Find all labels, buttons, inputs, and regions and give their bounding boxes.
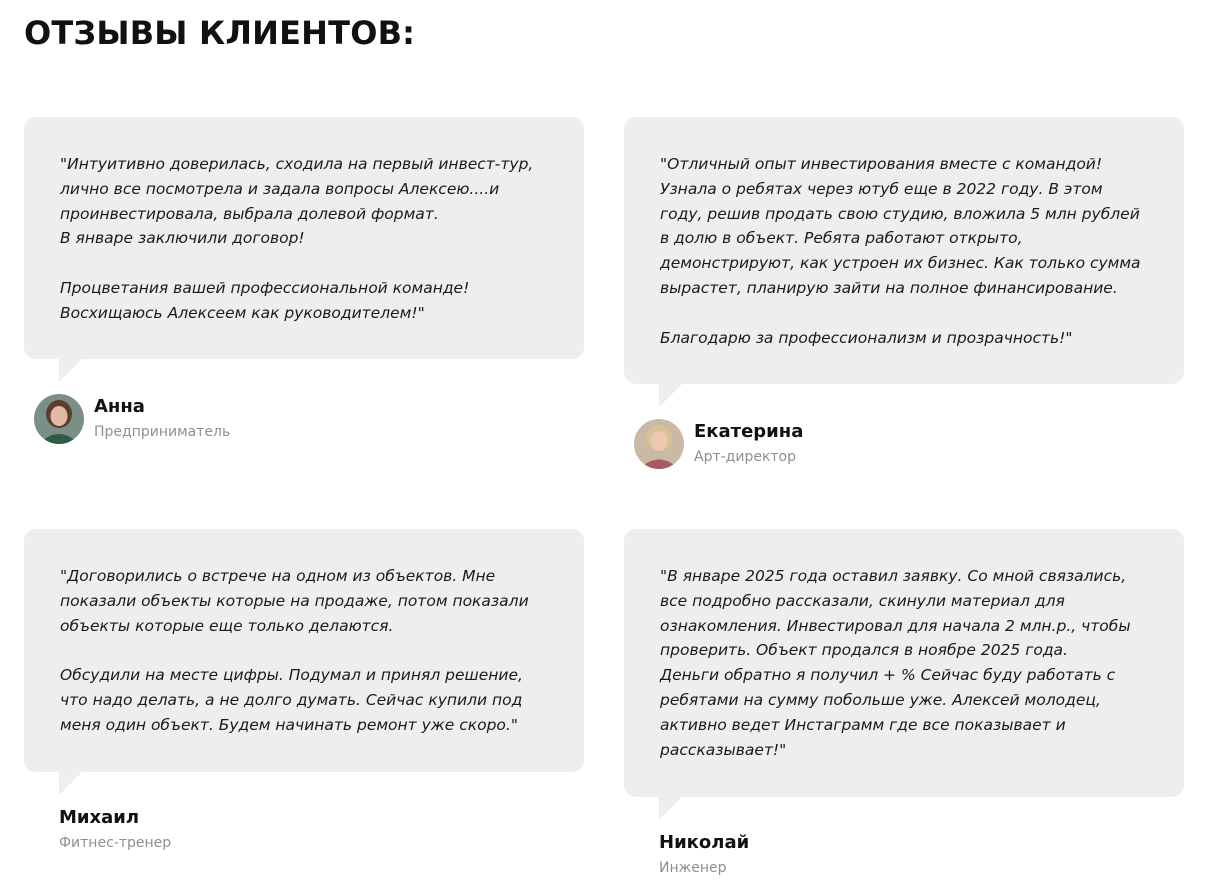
review-card <box>24 529 584 855</box>
page-title: ОТЗЫВЫ КЛИЕНТОВ: <box>24 14 416 52</box>
avatar <box>634 419 684 469</box>
review-bubble <box>624 117 1184 384</box>
review-author <box>24 805 584 855</box>
review-card <box>624 529 1184 880</box>
bubble-tail <box>59 772 82 795</box>
author-role: Фитнес-тренер <box>59 835 172 851</box>
author-role: Предприниматель <box>94 424 231 440</box>
review-text: "Интуитивно доверилась, сходила на первый инвест-тур, лично все посмотрела и задала вопросы Алексею....и проинвестировала, выбрала долевой формат. В январе заключили договор! Процветания вашей профессиональной команде! Восхищаюсь Алексеем как руководителем!" <box>60 155 534 322</box>
author-name: Николай <box>659 832 750 853</box>
avatar-ekaterina-icon <box>634 419 684 469</box>
review-author <box>24 394 584 444</box>
author-name: Анна <box>94 396 145 417</box>
avatar-anna-icon <box>34 394 84 444</box>
review-card <box>24 117 584 444</box>
review-text: "В январе 2025 года оставил заявку. Со мной связались, все подробно рассказали, скинули материал для ознакомления. Инвестировал для начала 2 млн.р., чтобы проверить. Объект продался в ноябре 2025 года. Деньги обратно я получил + % Сейчас буду работать с ребятами на сумму побольше уже. Алексей молодец, активно ведет Инстаграмм где все показывает и рассказывает!" <box>660 567 1131 759</box>
review-bubble <box>624 529 1184 797</box>
review-bubble <box>24 117 584 359</box>
review-card <box>624 117 1184 469</box>
avatar <box>34 394 84 444</box>
author-role: Арт-директор <box>694 449 797 465</box>
author-name: Михаил <box>59 807 140 828</box>
review-bubble <box>24 529 584 772</box>
bubble-tail <box>659 797 682 820</box>
review-text: "Договорились о встрече на одном из объектов. Мне показали объекты которые на продаже, потом показали объекты которые еще только делаются. Обсудили на месте цифры. Подумал и принял решение, что надо делать, а не долго думать. Сейчас купили под меня один объект. Будем начинать ремонт уже скоро." <box>60 567 529 734</box>
bubble-tail <box>659 384 682 407</box>
review-text: "Отличный опыт инвестирования вместе с командой! Узнала о ребятах через ютуб еще в 2022 году. В этом году, решив продать свою студию, вложила 5 млн рублей в долю в объект. Ребята работают открыто, демонстрируют, как устроен их бизнес. Как только сумма вырастет, планирую зайти на полное финансирование. Благодарю за профессионализм и прозрачность!" <box>660 155 1141 347</box>
bubble-tail <box>59 359 82 382</box>
review-author <box>624 830 1184 880</box>
review-author <box>624 419 1184 469</box>
author-role: Инженер <box>659 860 727 876</box>
author-name: Екатерина <box>694 421 804 442</box>
